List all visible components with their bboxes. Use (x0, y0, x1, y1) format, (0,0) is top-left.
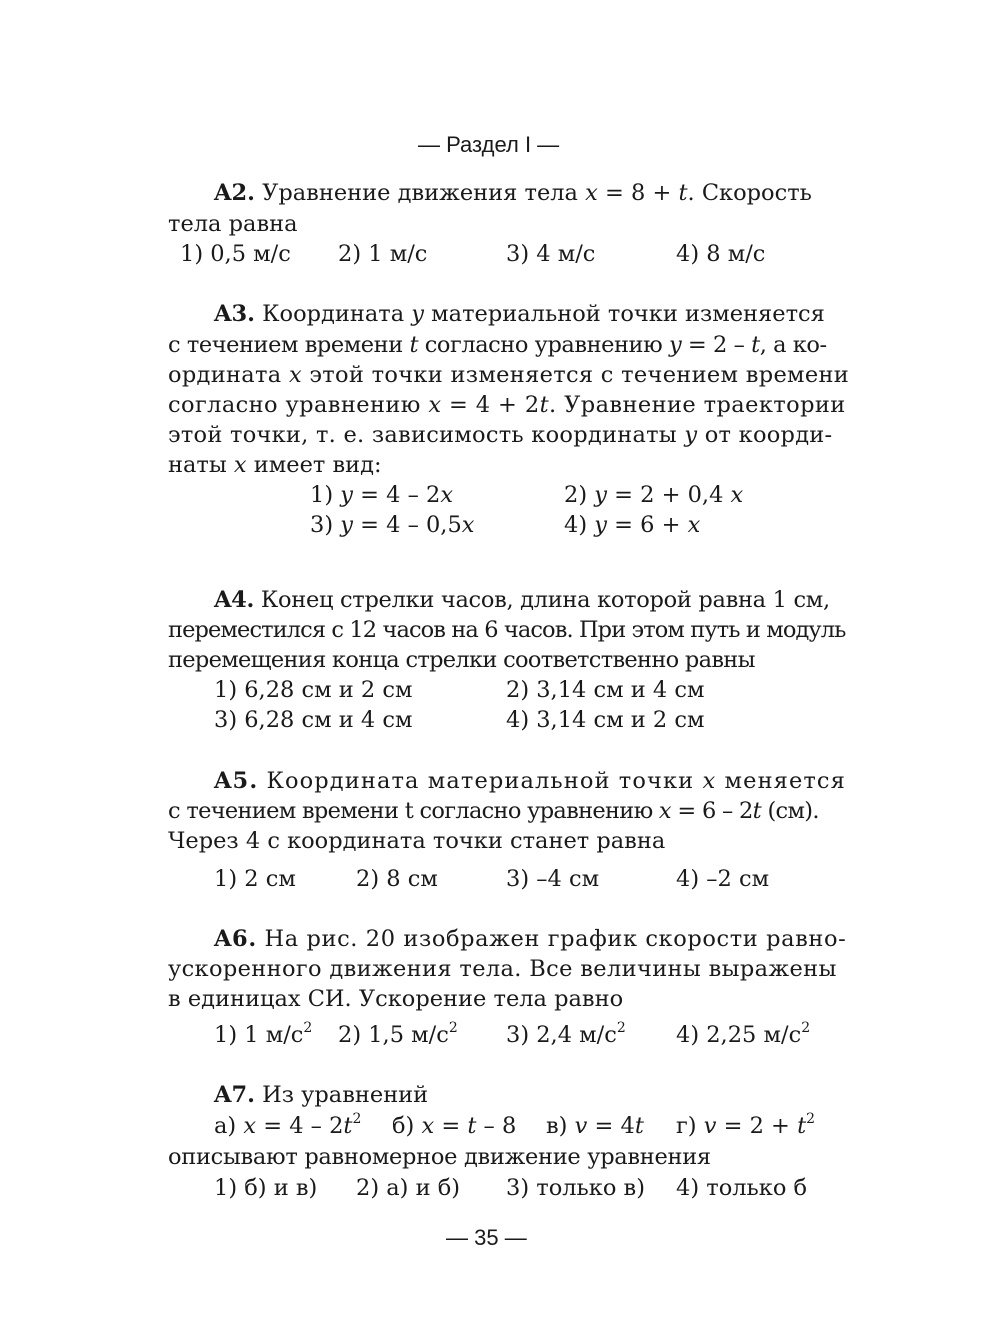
answer-option: 3) –4 см (506, 866, 600, 892)
answer-option: 3) y = 4 – 0,5x (310, 512, 475, 538)
equation: в) v = 4t (546, 1113, 644, 1139)
answer-option: 4) –2 см (676, 866, 770, 892)
answer-option: 4) только б (676, 1175, 808, 1201)
equation: а) $x = 4 - 2t^2$ (214, 1111, 362, 1139)
answer-option: 4) 2,25 $м/с^2$ (676, 1020, 811, 1048)
question-line: A3. Координата y материальной точки изменяется (214, 301, 825, 327)
answer-option: 1) б) и в) (214, 1175, 318, 1201)
question-line: A4. Конец стрелки часов, длина которой равна 1 см, (214, 587, 830, 613)
question-line: ордината x этой точки изменяется с течением времени (168, 362, 850, 388)
question-line: перемещения конца стрелки соответственно равны (168, 647, 755, 673)
question-line: согласно уравнению x = 4 + 2t. Уравнение траектории (168, 392, 846, 418)
question-line: A5. Координата материальной точки x меняется (214, 768, 846, 794)
question-line: в единицах СИ. Ускорение тела равно (168, 986, 624, 1012)
answer-option: 1) 0,5 м/с (180, 241, 291, 267)
question-line: с течением времени t согласно уравнению y = 2 – t, а ко- (168, 332, 827, 358)
answer-option: 2) 8 см (356, 866, 438, 892)
question-number: A7. (214, 1082, 255, 1108)
question-line: описывают равномерное движение уравнения (168, 1144, 711, 1170)
answer-option: 2) 3,14 см и 4 см (506, 677, 705, 703)
question-number: A4. (214, 587, 255, 613)
question-line: A2. Уравнение движения тела x = 8 + t. Скорость (214, 180, 812, 206)
question-number: A2. (214, 180, 255, 206)
page-number: — 35 — (446, 1225, 527, 1250)
answer-option: 4) 8 м/с (676, 241, 766, 267)
question-line: этой точки, т. е. зависимость координаты y от коорди- (168, 422, 833, 448)
question-line: тела равна (168, 211, 298, 237)
answer-option: 3) 6,28 см и 4 см (214, 707, 413, 733)
answer-option: 2) 1,5 $м/с^2$ (338, 1020, 458, 1048)
answer-option: 4) 3,14 см и 2 см (506, 707, 705, 733)
answer-option: 3) 4 м/с (506, 241, 596, 267)
answer-option: 3) 2,4 $м/с^2$ (506, 1020, 626, 1048)
answer-option: 2) y = 2 + 0,4 x (564, 482, 744, 508)
question-number: A3. (214, 301, 255, 327)
answer-option: 3) только в) (506, 1175, 645, 1201)
question-line: переместился с 12 часов на 6 часов. При этом путь и модуль (168, 617, 846, 643)
equation: г) $v = 2 + t^2$ (676, 1111, 816, 1139)
question-line: с течением времени t согласно уравнению x = 6 – 2t (см). (168, 798, 819, 824)
answer-option: 4) y = 6 + x (564, 512, 701, 538)
answer-option: 1) 6,28 см и 2 см (214, 677, 413, 703)
answer-option: 1) y = 4 – 2x (310, 482, 454, 508)
equation: б) x = t – 8 (392, 1113, 517, 1139)
question-line: ускоренного движения тела. Все величины выражены (168, 956, 837, 982)
answer-option: 1) 2 см (214, 866, 296, 892)
question-number: A5. (214, 768, 259, 794)
answer-option: 2) а) и б) (356, 1175, 461, 1201)
question-line: A6. На рис. 20 изображен график скорости равно- (214, 926, 847, 952)
answer-option: 2) 1 м/с (338, 241, 428, 267)
question-number: A6. (214, 926, 257, 952)
question-line: A7. Из уравнений (214, 1082, 429, 1108)
answer-option: 1) 1 $м/с^2$ (214, 1020, 313, 1048)
section-header: — Раздел I — (418, 132, 560, 157)
question-line: Через 4 с координата точки станет равна (168, 828, 666, 854)
question-line: наты x имеет вид: (168, 452, 382, 478)
